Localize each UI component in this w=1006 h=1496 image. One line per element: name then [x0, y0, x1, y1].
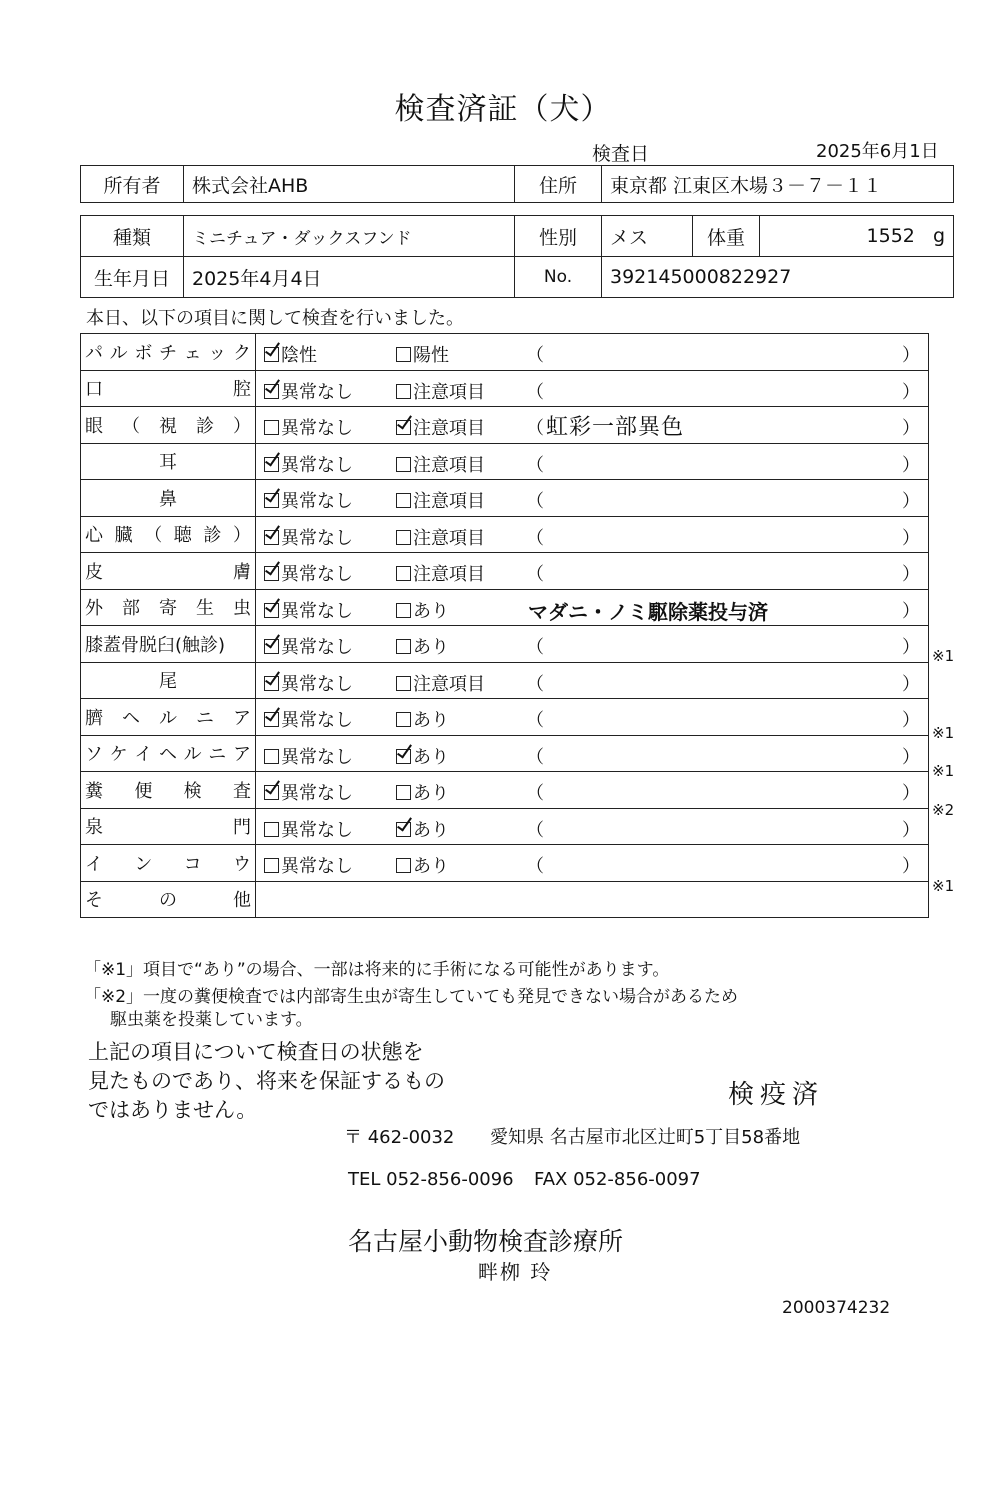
option-label: 異常なし	[281, 710, 353, 731]
clinic-address: 愛知県 名古屋市北区辻町5丁目58番地	[490, 1127, 801, 1148]
paren-close: ）	[902, 746, 920, 768]
option-label: 異常なし	[281, 673, 353, 695]
item-row	[81, 735, 929, 772]
paren-close: ）	[902, 673, 920, 695]
item-name-char: そ	[85, 890, 103, 912]
checkbox-icon[interactable]	[396, 530, 411, 545]
option-2-checkbox[interactable]	[396, 779, 449, 805]
footnote-1: 「※1」項目で“あり”の場合、一部は将来的に手術になる可能性があります。	[84, 960, 670, 980]
item-row	[81, 553, 929, 590]
item-name-char: （	[144, 525, 163, 547]
item-name-text	[85, 521, 251, 547]
item-name-char: 他	[233, 890, 251, 912]
exam-date: 2025年6月1日	[816, 141, 939, 162]
option-label: 注意項目	[413, 564, 485, 585]
other-label-text	[85, 886, 251, 912]
checkbox-icon[interactable]	[396, 712, 411, 727]
checkbox-icon[interactable]	[264, 749, 279, 764]
footnote-mark: ※2	[932, 800, 955, 819]
checkbox-icon[interactable]	[396, 603, 411, 618]
item-name	[81, 589, 256, 626]
option-1-checkbox[interactable]	[264, 779, 353, 805]
item-name	[81, 808, 256, 845]
paren-close: ）	[902, 418, 920, 439]
tel: TEL 052-856-0096	[348, 1169, 514, 1190]
item-row	[81, 516, 929, 553]
footnote-mark: ※1	[932, 762, 955, 781]
item-name-char: イ	[134, 744, 153, 766]
item-name	[81, 516, 256, 553]
item-name	[81, 407, 256, 444]
item-name-char: 臓	[114, 525, 133, 547]
paren-open: （	[526, 418, 544, 439]
birth-label: 生年月日	[81, 257, 184, 298]
address-label: 住所	[515, 166, 602, 203]
item-result	[256, 516, 929, 553]
item-result	[256, 443, 929, 480]
item-name-text: 鼻	[159, 488, 177, 510]
sex-label: 性別	[515, 216, 602, 257]
paren-close: ）	[902, 600, 920, 622]
fax: FAX 052-856-0097	[534, 1169, 701, 1190]
item-name-char: 外	[85, 598, 103, 620]
item-name-char: 腔	[233, 379, 251, 401]
option-1-checkbox[interactable]	[264, 633, 353, 659]
option-1-checkbox[interactable]	[264, 378, 353, 404]
option-2-checkbox[interactable]	[396, 487, 485, 513]
option-2-checkbox[interactable]	[396, 743, 449, 769]
item-name-char: 査	[232, 780, 251, 802]
paren-close: ）	[902, 381, 920, 403]
paren-open: （	[526, 381, 544, 403]
paren-open: （	[526, 710, 544, 731]
weight-cell	[760, 216, 954, 257]
checkbox-icon[interactable]	[264, 530, 279, 545]
kind-label: 種類	[81, 216, 184, 257]
item-result	[256, 735, 929, 772]
option-label: あり	[413, 819, 449, 841]
checkbox-icon[interactable]	[264, 603, 279, 618]
item-row	[81, 370, 929, 407]
item-row	[81, 334, 929, 371]
owner-name: 株式会社AHB	[184, 166, 515, 203]
item-name-text	[85, 375, 251, 401]
option-1-checkbox[interactable]	[264, 487, 353, 513]
item-name-char: ル	[183, 744, 202, 766]
item-name-text	[85, 412, 251, 438]
item-name-char: チ	[158, 342, 177, 364]
item-name	[81, 480, 256, 517]
paren-open: （	[526, 856, 544, 877]
item-name-char: 心	[85, 525, 103, 547]
owner-label: 所有者	[81, 166, 184, 203]
item-name-char: 部	[122, 598, 140, 620]
no-value: 392145000822927	[602, 257, 954, 298]
weight-value: 1552	[866, 225, 915, 247]
item-name-text: 膝蓋骨脱臼(触診)	[85, 634, 226, 656]
option-label: 注意項目	[413, 491, 485, 512]
vet-name: 畔栁 玲	[478, 1260, 553, 1284]
item-name	[81, 735, 256, 772]
item-name-text	[85, 558, 251, 584]
option-2-checkbox[interactable]	[396, 451, 485, 477]
option-label: あり	[413, 710, 449, 731]
option-label: 注意項目	[413, 527, 485, 549]
option-1-checkbox[interactable]	[264, 743, 353, 769]
quarantine-stamp: 検疫済	[728, 1080, 825, 1110]
option-label: 異常なし	[281, 381, 353, 403]
checkbox-icon[interactable]	[396, 384, 411, 399]
item-name-char: 寄	[159, 598, 177, 620]
item-name-char: パ	[85, 342, 103, 364]
paren-open: （	[526, 564, 544, 585]
item-name-char: ）	[232, 525, 251, 547]
item-result	[256, 626, 929, 663]
item-name-text	[85, 740, 251, 766]
option-label: 異常なし	[281, 856, 353, 877]
item-name	[81, 553, 256, 590]
checkbox-icon[interactable]	[264, 420, 279, 435]
item-name	[81, 370, 256, 407]
option-2-checkbox[interactable]	[396, 560, 485, 586]
item-name	[81, 626, 256, 663]
item-result	[256, 808, 929, 845]
weight-label: 体重	[693, 216, 760, 257]
paren-open: （	[526, 637, 544, 658]
disclaimer-line: ではありません。	[88, 1098, 258, 1122]
item-name-text	[85, 777, 251, 803]
item-name	[81, 772, 256, 809]
item-name-text	[85, 339, 251, 365]
item-name-char: 糞	[85, 780, 103, 802]
checkbox-icon[interactable]	[264, 493, 279, 508]
option-label: 異常なし	[281, 527, 353, 549]
kind-value: ミニチュア・ダックスフンド	[184, 216, 515, 257]
checkbox-icon[interactable]	[396, 347, 411, 362]
item-name-char: ク	[232, 342, 251, 364]
item-row	[81, 845, 929, 882]
footnote-mark: ※1	[932, 647, 955, 666]
item-name-text	[85, 594, 251, 620]
weight-unit: g	[932, 225, 945, 247]
item-name-char: 皮	[85, 561, 103, 583]
item-note: マダニ・ノミ駆除薬投与済	[528, 599, 768, 624]
paren-close: ）	[902, 527, 920, 549]
option-1-checkbox[interactable]	[264, 852, 353, 878]
item-name-char: ン	[134, 853, 153, 875]
item-row	[81, 808, 929, 845]
item-result	[256, 407, 929, 444]
item-row	[81, 699, 929, 736]
paren-open: （	[526, 491, 544, 512]
paren-open: （	[526, 746, 544, 768]
item-row	[81, 480, 929, 517]
item-name-text: 尾	[159, 671, 177, 693]
checkbox-icon[interactable]	[264, 347, 279, 362]
checkbox-icon[interactable]	[396, 822, 411, 837]
item-result	[256, 480, 929, 517]
item-row	[81, 589, 929, 626]
option-2-checkbox[interactable]	[396, 378, 485, 404]
option-2-checkbox[interactable]	[396, 341, 449, 367]
checkbox-icon[interactable]	[264, 457, 279, 472]
option-label: 陽性	[413, 345, 449, 366]
item-result	[256, 699, 929, 736]
option-1-checkbox[interactable]	[264, 341, 317, 367]
paren-open: （	[526, 454, 544, 476]
paren-open: （	[526, 819, 544, 841]
option-1-checkbox[interactable]	[264, 451, 353, 477]
item-name-char: イ	[85, 853, 103, 875]
paren-open: （	[526, 673, 544, 695]
option-label: あり	[413, 746, 449, 768]
option-label: 異常なし	[281, 564, 353, 585]
checkbox-icon[interactable]	[396, 785, 411, 800]
option-1-checkbox[interactable]	[264, 524, 353, 550]
checkbox-icon[interactable]	[396, 420, 411, 435]
footnote-2-line-1: 「※2」一度の糞便検査では内部寄生虫が寄生していても発見できない場合があるため	[84, 987, 739, 1007]
option-2-checkbox[interactable]	[396, 706, 449, 732]
checkbox-icon[interactable]	[396, 676, 411, 691]
checkbox-icon[interactable]	[264, 822, 279, 837]
option-2-checkbox[interactable]	[396, 524, 485, 550]
item-row	[81, 407, 929, 444]
item-result	[256, 772, 929, 809]
option-label: 注意項目	[413, 454, 485, 476]
item-name-text: 耳	[159, 452, 177, 474]
item-name-char: ニ	[208, 744, 227, 766]
owner-address: 東京都 江東区木場３－７－１１	[602, 166, 954, 203]
item-name-char: 診	[203, 525, 222, 547]
footnote-mark: ※1	[932, 724, 955, 742]
item-name-char: ェ	[183, 342, 202, 364]
paren-close: ）	[902, 345, 920, 366]
no-label: No.	[515, 257, 602, 298]
checkbox-icon[interactable]	[396, 639, 411, 654]
clinic-name: 名古屋小動物検査診療所	[348, 1227, 624, 1256]
paren-close: ）	[902, 454, 920, 476]
item-name	[81, 662, 256, 699]
item-name-char: 虫	[233, 598, 251, 620]
item-name-char: 視	[159, 415, 177, 437]
item-row	[81, 626, 929, 663]
item-name	[81, 699, 256, 736]
option-label: 異常なし	[281, 746, 353, 768]
item-name-char: ル	[159, 707, 177, 729]
item-name-char: ケ	[109, 744, 128, 766]
item-name-char: ア	[233, 707, 251, 729]
paren-close: ）	[902, 491, 920, 512]
checkbox-icon[interactable]	[264, 384, 279, 399]
paren-close: ）	[902, 856, 920, 877]
paren-close: ）	[902, 783, 920, 804]
paren-close: ）	[902, 710, 920, 731]
paren-open: （	[526, 527, 544, 549]
item-name	[81, 443, 256, 480]
checkbox-icon[interactable]	[396, 858, 411, 873]
item-name-char: （	[122, 415, 140, 437]
checkbox-icon[interactable]	[396, 566, 411, 581]
option-label: あり	[413, 600, 449, 622]
option-1-checkbox[interactable]	[264, 597, 353, 623]
item-note: 虹彩一部異色	[546, 415, 685, 440]
disclaimer-line: 上記の項目について検査日の状態を	[88, 1040, 424, 1064]
item-name-char: ヘ	[158, 744, 177, 766]
item-name	[81, 334, 256, 371]
item-name-char: ル	[109, 342, 128, 364]
option-label: 注意項目	[413, 418, 485, 439]
option-label: 注意項目	[413, 381, 485, 403]
item-result	[256, 662, 929, 699]
option-label: 異常なし	[281, 637, 353, 658]
birth-value: 2025年4月4日	[184, 257, 515, 298]
item-name-char: ソ	[85, 744, 103, 766]
item-name-char: ウ	[232, 853, 251, 875]
item-row	[81, 772, 929, 809]
item-name-char: コ	[183, 853, 202, 875]
option-label: 異常なし	[281, 783, 353, 804]
item-name-text	[85, 850, 251, 876]
item-name-char: 臍	[85, 707, 103, 729]
item-result	[256, 845, 929, 882]
option-1-checkbox[interactable]	[264, 816, 353, 842]
item-name-char: ）	[233, 415, 251, 437]
exam-date-label: 検査日	[592, 143, 650, 165]
item-result	[256, 370, 929, 407]
item-name-char: 便	[134, 780, 153, 802]
option-label: 異常なし	[281, 491, 353, 512]
intro-text: 本日、以下の項目に関して検査を行いました。	[86, 308, 464, 329]
item-name-char: 生	[196, 598, 214, 620]
footnote-2-line-2: 駆虫薬を投薬しています。	[110, 1010, 313, 1030]
option-label: 異常なし	[281, 454, 353, 476]
owner-table	[80, 165, 954, 203]
option-1-checkbox[interactable]	[264, 670, 353, 696]
item-name-text	[85, 704, 251, 730]
checkbox-icon[interactable]	[396, 493, 411, 508]
item-name-char: 聴	[173, 525, 192, 547]
item-result	[256, 334, 929, 371]
disclaimer	[88, 1038, 445, 1125]
paren-open: （	[526, 783, 544, 804]
paren-close: ）	[902, 564, 920, 585]
paren-close: ）	[902, 819, 920, 841]
item-name-char: 門	[233, 817, 251, 839]
option-2-checkbox[interactable]	[396, 633, 449, 659]
option-label: 異常なし	[281, 600, 353, 622]
disclaimer-line: 見たものであり、将来を保証するもの	[88, 1069, 445, 1093]
exam-items-table	[80, 333, 929, 918]
item-name-char: ヘ	[122, 707, 140, 729]
paren-open: （	[526, 345, 544, 366]
checkbox-icon[interactable]	[264, 639, 279, 654]
option-2-checkbox[interactable]	[396, 597, 449, 623]
item-name-char: ア	[232, 744, 251, 766]
option-2-checkbox[interactable]	[396, 852, 449, 878]
item-result	[256, 553, 929, 590]
checkbox-icon[interactable]	[396, 457, 411, 472]
checkbox-icon[interactable]	[264, 858, 279, 873]
checkbox-icon[interactable]	[264, 785, 279, 800]
checkbox-icon[interactable]	[396, 749, 411, 764]
option-2-checkbox[interactable]	[396, 670, 485, 696]
item-name-text	[85, 813, 251, 839]
option-label: 異常なし	[281, 418, 353, 439]
paren-close: ）	[902, 637, 920, 658]
item-name-char: 膚	[233, 561, 251, 583]
item-name-char: 診	[196, 415, 214, 437]
item-name-char: 検	[183, 780, 202, 802]
option-2-checkbox[interactable]	[396, 414, 485, 440]
serial-number: 2000374232	[782, 1298, 891, 1318]
item-name-char: ニ	[196, 707, 214, 729]
checkbox-icon[interactable]	[264, 712, 279, 727]
item-name-char: の	[159, 890, 177, 912]
footnote-mark: ※1	[932, 877, 955, 896]
item-name-char: 口	[85, 379, 103, 401]
option-label: あり	[413, 637, 449, 658]
option-1-checkbox[interactable]	[264, 414, 353, 440]
checkbox-icon[interactable]	[264, 566, 279, 581]
option-label: あり	[413, 783, 449, 804]
item-result	[256, 589, 929, 626]
item-name-char: 眼	[85, 415, 103, 437]
certificate-title: 検査済証（犬）	[394, 92, 612, 127]
other-label	[81, 881, 256, 918]
option-1-checkbox[interactable]	[264, 706, 353, 732]
animal-table	[80, 215, 954, 298]
checkbox-icon[interactable]	[264, 676, 279, 691]
other-field[interactable]	[256, 881, 929, 918]
option-1-checkbox[interactable]	[264, 560, 353, 586]
option-label: 陰性	[281, 345, 317, 366]
item-name	[81, 845, 256, 882]
option-label: あり	[413, 856, 449, 877]
option-label: 異常なし	[281, 819, 353, 841]
postal-code: 〒 462-0032	[344, 1127, 455, 1148]
item-name-char: ボ	[134, 342, 153, 364]
item-name-char: 泉	[85, 817, 103, 839]
item-row	[81, 443, 929, 480]
item-row	[81, 662, 929, 699]
sex-value: メス	[602, 216, 693, 257]
item-row-other	[81, 881, 929, 918]
option-2-checkbox[interactable]	[396, 816, 449, 842]
item-name-char: ッ	[208, 342, 227, 364]
option-label: 注意項目	[413, 673, 485, 695]
